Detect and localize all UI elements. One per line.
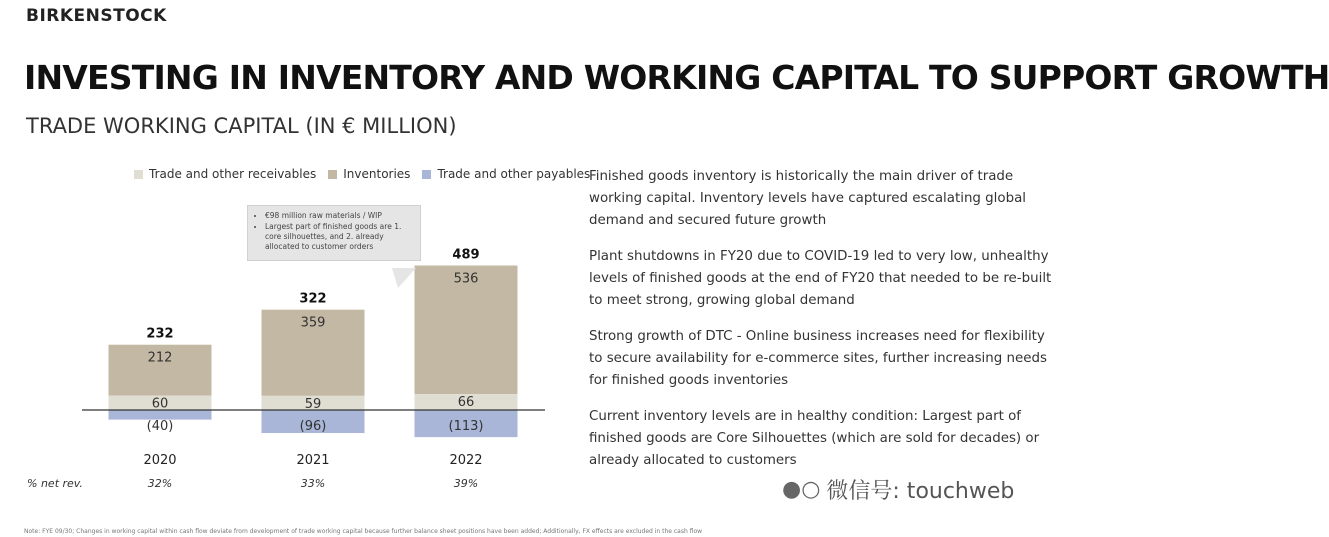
x-tick-label: 2021 bbox=[296, 453, 330, 468]
watermark bbox=[782, 474, 1014, 505]
commentary-paragraph: Strong growth of DTC - Online business increases need for flexibility to secure availability for e-commerce sites, further increasing needs for finished goods inventories bbox=[589, 329, 1047, 388]
label-receivables: 60 bbox=[151, 396, 169, 412]
label-total: 322 bbox=[299, 291, 327, 307]
brand-logo: BIRKENSTOCK bbox=[26, 6, 167, 26]
callout-pointer bbox=[392, 268, 416, 288]
legend-label-inventories: Inventories bbox=[343, 167, 411, 181]
net-rev-value: 33% bbox=[300, 477, 326, 490]
chart-callout bbox=[247, 205, 421, 261]
label-payables: (96) bbox=[299, 419, 327, 434]
label-total: 489 bbox=[452, 247, 480, 263]
commentary-paragraph: Current inventory levels are in healthy condition: Largest part of finished goods are Core Silhouettes (which are sold for decades) or already allocated to customers bbox=[589, 409, 1040, 468]
net-rev-value: 32% bbox=[147, 477, 173, 490]
x-tick-label: 2020 bbox=[143, 453, 177, 468]
label-payables: (113) bbox=[448, 419, 484, 434]
commentary-paragraph: Plant shutdowns in FY20 due to COVID-19 led to very low, unhealthy levels of finished goods at the end of FY20 that needed to be re-built to meet strong, growing global demand bbox=[589, 249, 1052, 308]
x-tick-label: 2022 bbox=[449, 453, 483, 468]
wechat-icon: ●○ bbox=[782, 477, 821, 502]
label-receivables: 59 bbox=[304, 396, 322, 412]
chart-subtitle: TRADE WORKING CAPITAL (IN € MILLION) bbox=[26, 114, 457, 138]
label-inventories: 212 bbox=[147, 350, 173, 366]
label-inventories: 536 bbox=[453, 271, 479, 287]
commentary-paragraph: Finished goods inventory is historically the main driver of trade working capital. Inventory levels have captured escalating global demand and secured future growth bbox=[589, 169, 1027, 228]
label-inventories: 359 bbox=[300, 315, 326, 331]
net-rev-value: 39% bbox=[453, 477, 479, 490]
label-receivables: 66 bbox=[457, 395, 475, 411]
legend-label-payables: Trade and other payables bbox=[437, 167, 591, 181]
callout-bullet: • Largest part of finished goods are 1. core silhouettes, and 2. already allocated to customer orders bbox=[265, 222, 412, 252]
label-payables: (40) bbox=[146, 419, 174, 434]
callout-bullet: • €98 million raw materials / WIP bbox=[265, 211, 412, 221]
net-rev-row-label: % net rev. bbox=[27, 477, 83, 490]
footnote: Note: FYE 09/30; Changes in working capital within cash flow deviate from development of trade working capital because further balance sheet positions have been added; Additionally, FX effects are excluded in the cash flow bbox=[24, 528, 703, 535]
commentary bbox=[589, 166, 1059, 486]
watermark-text: 微信号: touchweb bbox=[826, 479, 1015, 504]
legend-label-receivables: Trade and other receivables bbox=[149, 167, 317, 181]
page-title: INVESTING IN INVENTORY AND WORKING CAPITAL TO SUPPORT GROWTH bbox=[24, 58, 1329, 97]
label-total: 232 bbox=[146, 326, 174, 342]
